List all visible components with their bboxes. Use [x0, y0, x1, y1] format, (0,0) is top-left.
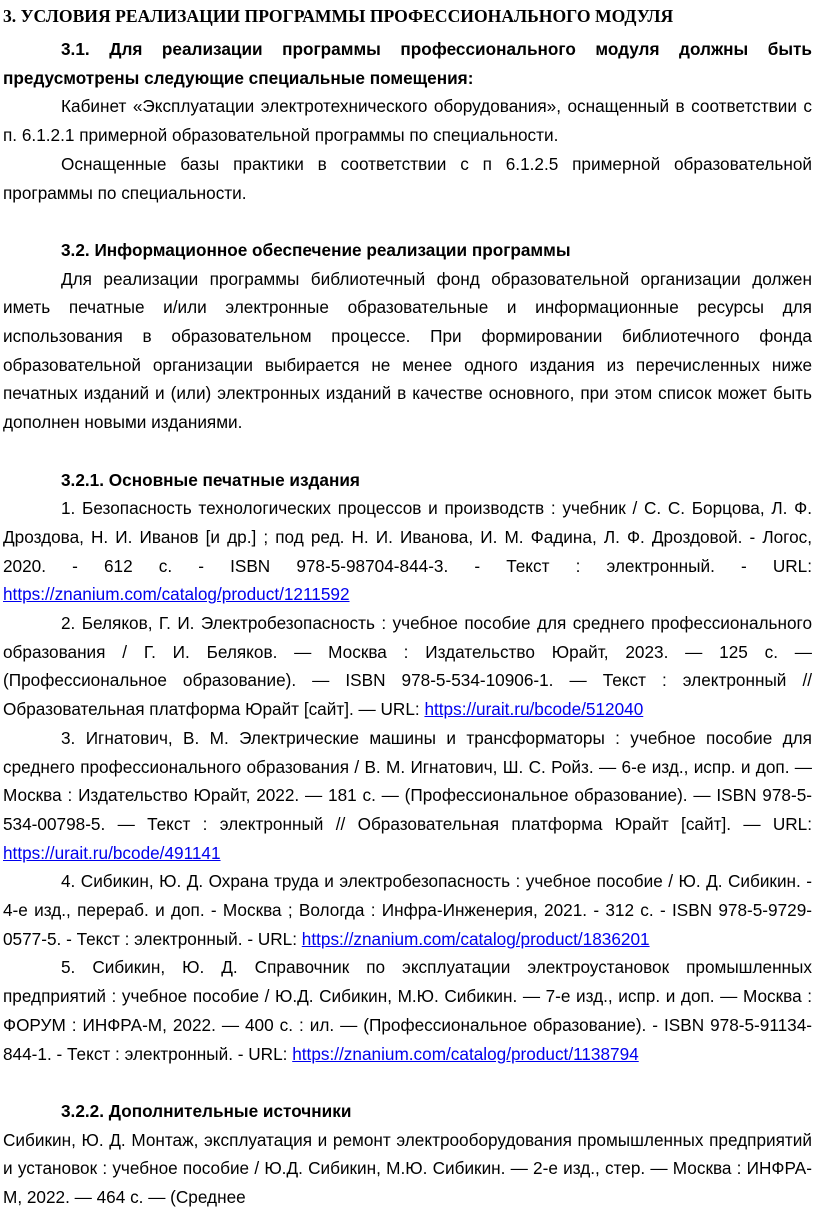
reference-text: 4. Сибикин, Ю. Д. Охрана труда и электробезопасность : учебное пособие / Ю. Д. Сибикин. - 4-е изд., перераб. и доп. - Москва ; Вологда : Инфра-Инженерия, 2021. - 312 с. - ISBN 978-5-9729-0577-5. - Текст : электронный. - URL: — [3, 871, 812, 949]
reference-link[interactable]: https://urait.ru/bcode/491141 — [3, 842, 221, 863]
reference-item — [3, 494, 812, 609]
subsection-3-2-2-title: 3.2.2. Дополнительные источники — [61, 1100, 352, 1121]
reference-text: 1. Безопасность технологических процессов и производств : учебник / С. С. Борцова, Л. Ф. Дроздова, Н. И. Иванов [и др.] ; под ред. Н. И. Иванова, И. М. Фадина, Л. Ф. Дроздовой. - Логос, 2020. - 612 с. - ISBN 978-5-98704-844-3. - Текст : электронный. - URL: — [3, 498, 812, 576]
additional-source-item: Сибикин, Ю. Д. Монтаж, эксплуатация и ремонт электрооборудования промышленных предприятий и установок : учебное пособие / Ю.Д. Сибикин, М.Ю. Сибикин. — 2-е изд., стер. — Москва : ИНФРА-М, 2022. — 464 с. — (Среднее — [3, 1129, 812, 1208]
reference-item — [3, 724, 812, 868]
spacer — [3, 1068, 812, 1097]
paragraph-library-fund: Для реализации программы библиотечный фонд образовательной организации должен иметь печатные и/или электронные образовательные и информационные ресурсы для использования в образовательном процессе. При формировании библиотечного фонда образовательной организации выбирается не менее одного издания из перечисленных ниже печатных изданий и (или) электронных изданий в качестве основного, при этом список может быть дополнен новыми изданиями. — [3, 268, 812, 433]
paragraph-cabinet: Кабинет «Эксплуатации электротехнического оборудования», оснащенный в соответствии с п. 6.1.2.1 примерной образовательной программы по специальности. — [3, 96, 812, 146]
subsection-3-2-1-title: 3.2.1. Основные печатные издания — [61, 469, 360, 490]
subsection-3-1-title: 3.1. Для реализации программы профессионального модуля должны быть предусмотрены следующие специальные помещения: — [3, 39, 812, 88]
reference-item — [3, 867, 812, 953]
subsection-3-2-title: 3.2. Информационное обеспечение реализации программы — [61, 239, 571, 260]
reference-link[interactable]: https://znanium.com/catalog/product/1211592 — [3, 584, 350, 605]
reference-link[interactable]: https://znanium.com/catalog/product/1836201 — [301, 928, 650, 949]
spacer — [3, 437, 812, 466]
reference-text: 5. Сибикин, Ю. Д. Справочник по эксплуатации электроустановок промышленных предприятий : учебное пособие / Ю.Д. Сибикин, М.Ю. Сибикин. — 7-е изд., испр. и доп. — Москва : ФОРУМ : ИНФРА-М, 2022. — 400 с. : ил. — (Профессиональное образование). - ISBN 978-5-91134-844-1. - Текст : электронный. - URL: — [3, 957, 812, 1064]
paragraph-practice-bases: Оснащенные базы практики в соответствии с п 6.1.2.5 примерной образовательной программы по специальности. — [3, 153, 812, 203]
reference-text: 3. Игнатович, В. М. Электрические машины и трансформаторы : учебное пособие для среднего профессионального образования / В. М. Игнатович, Ш. С. Ройз. — 6-е изд., испр. и доп. — Москва : Издательство Юрайт, 2022. — 181 с. — (Профессиональное образование). — ISBN 978-5-534-00798-5. — Текст : электронный // Образовательная платформа Юрайт [сайт]. — URL: — [3, 727, 812, 834]
reference-text: 2. Беляков, Г. И. Электробезопасность : учебное пособие для среднего профессионального образования / Г. И. Беляков. — Москва : Издательство Юрайт, 2023. — 125 с. — (Профессиональное образование). — ISBN 978-5-534-10906-1. — Текст : электронный // Образовательная платформа Юрайт [сайт]. — URL: — [3, 613, 812, 720]
reference-link[interactable]: https://znanium.com/catalog/product/1138794 — [292, 1043, 639, 1064]
spacer — [3, 207, 812, 236]
reference-item — [3, 609, 812, 724]
reference-link[interactable]: https://urait.ru/bcode/512040 — [424, 699, 644, 720]
section-heading: 3. УСЛОВИЯ РЕАЛИЗАЦИИ ПРОГРАММЫ ПРОФЕССИОНАЛЬНОГО МОДУЛЯ — [3, 6, 674, 26]
reference-item — [3, 953, 812, 1068]
